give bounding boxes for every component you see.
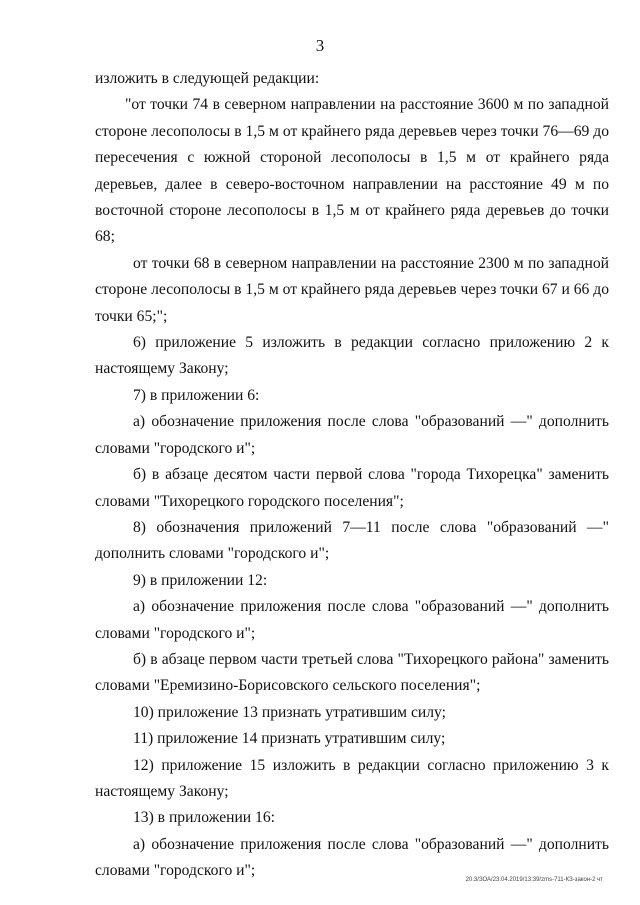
paragraph-item-12: 12) приложение 15 изложить в редакции согласно приложению 3 к настоящему Закону;	[95, 756, 609, 800]
paragraph-item-7b: б) в абзаце десятом части первой слова "города Тихорецка" заменить словами "Тихорецкого городского поселения";	[95, 466, 609, 510]
paragraph-item-9a: а) обозначение приложения после слова "образований —" дополнить словами "городского и";	[95, 598, 609, 642]
paragraph-quote-1: "от точки 74 в северном направлении на расстояние 3600 м по западной стороне лесополосы в 1,5 м от крайнего ряда деревьев через точки 76—69 до пересечения с южной стороной лесополосы в 1,5 м от крайнего ряда деревьев, далее в северо-восточном направлении на расстояние 49 м по восточной стороне лесополосы в 1,5 м от крайнего ряда деревьев до точки 68;	[95, 96, 609, 246]
paragraph-quote-2: от точки 68 в северном направлении на расстояние 2300 м по западной стороне лесополосы в 1,5 м от крайнего ряда деревьев через точки 67 и 66 до точки 65;";	[95, 254, 609, 325]
document-body	[95, 66, 609, 885]
paragraph-item-13a: а) обозначение приложения после слова "образований —" дополнить словами "городского и";	[95, 835, 609, 880]
paragraph-item-9: 9) в приложении 12:	[133, 571, 268, 589]
footer-document-code: 20.3/ЗОА/23.04.2019/13:39/zms-711-КЗ-закон-2 чт	[465, 877, 603, 883]
paragraph-item-13: 13) в приложении 16:	[133, 809, 275, 827]
paragraph-item-8: 8) обозначения приложений 7—11 после слова "образований —" дополнить словами "городского и";	[95, 518, 609, 563]
paragraph-item-10: 10) приложение 13 признать утратившим силу;	[133, 703, 446, 721]
paragraph-item-7: 7) в приложении 6:	[133, 386, 260, 404]
paragraph-item-9b: б) в абзаце первом части третьей слова "Тихорецкого района" заменить словами "Еремизино-Борисовского сельского поселения";	[95, 650, 609, 695]
paragraph-item-6: 6) приложение 5 изложить в редакции согласно приложению 2 к настоящему Закону;	[95, 334, 609, 378]
paragraph-intro: изложить в следующей редакции:	[95, 70, 320, 87]
paragraph-item-7a: а) обозначение приложения после слова "образований —" дополнить словами "городского и";	[95, 413, 609, 457]
page-number: 3	[315, 36, 325, 55]
paragraph-item-11: 11) приложение 14 признать утратившим силу;	[133, 730, 446, 748]
